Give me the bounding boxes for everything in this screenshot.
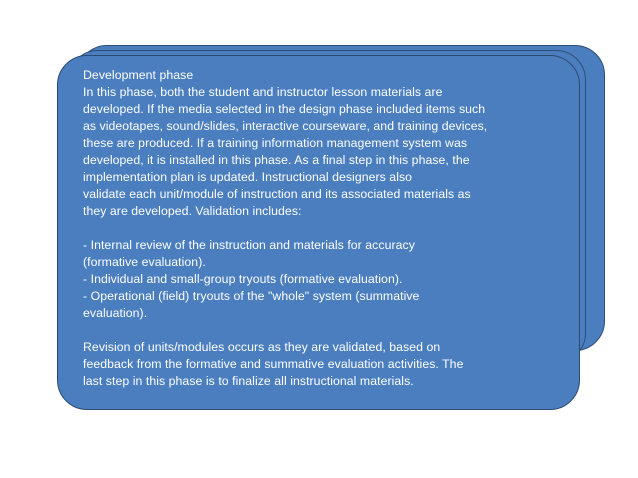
body-line: they are developed. Validation includes:	[83, 204, 302, 218]
body-line: validate each unit/module of instruction and its associated materials as	[83, 187, 471, 201]
bullet-line: evaluation).	[83, 306, 148, 320]
body-line: In this phase, both the student and instructor lesson materials are	[83, 85, 443, 99]
bullet-line: - Internal review of the instruction and materials for accuracy	[83, 238, 415, 252]
bullet-line: (formative evaluation).	[83, 255, 206, 269]
body-line: Revision of units/modules occurs as they are validated, based on	[83, 340, 441, 354]
content-text	[83, 67, 567, 390]
blank-line	[83, 220, 567, 237]
body-line: these are produced. If a training information management system was	[83, 136, 468, 150]
body-line: developed. If the media selected in the design phase included items such	[83, 102, 486, 116]
bullet-line: - Operational (field) tryouts of the "whole" system (summative	[83, 289, 420, 303]
body-line: as videotapes, sound/slides, interactive courseware, and training devices,	[83, 119, 488, 133]
bullet-line: - Individual and small-group tryouts (formative evaluation).	[83, 272, 403, 286]
body-line: implementation plan is updated. Instructional designers also	[83, 170, 413, 184]
body-line: feedback from the formative and summative evaluation activities. The	[83, 357, 464, 371]
blank-line	[83, 322, 567, 339]
body-line: last step in this phase is to finalize all instructional materials.	[83, 374, 414, 388]
body-line: developed, it is installed in this phase. As a final step in this phase, the	[83, 153, 470, 167]
slide-title: Development phase	[83, 68, 194, 82]
